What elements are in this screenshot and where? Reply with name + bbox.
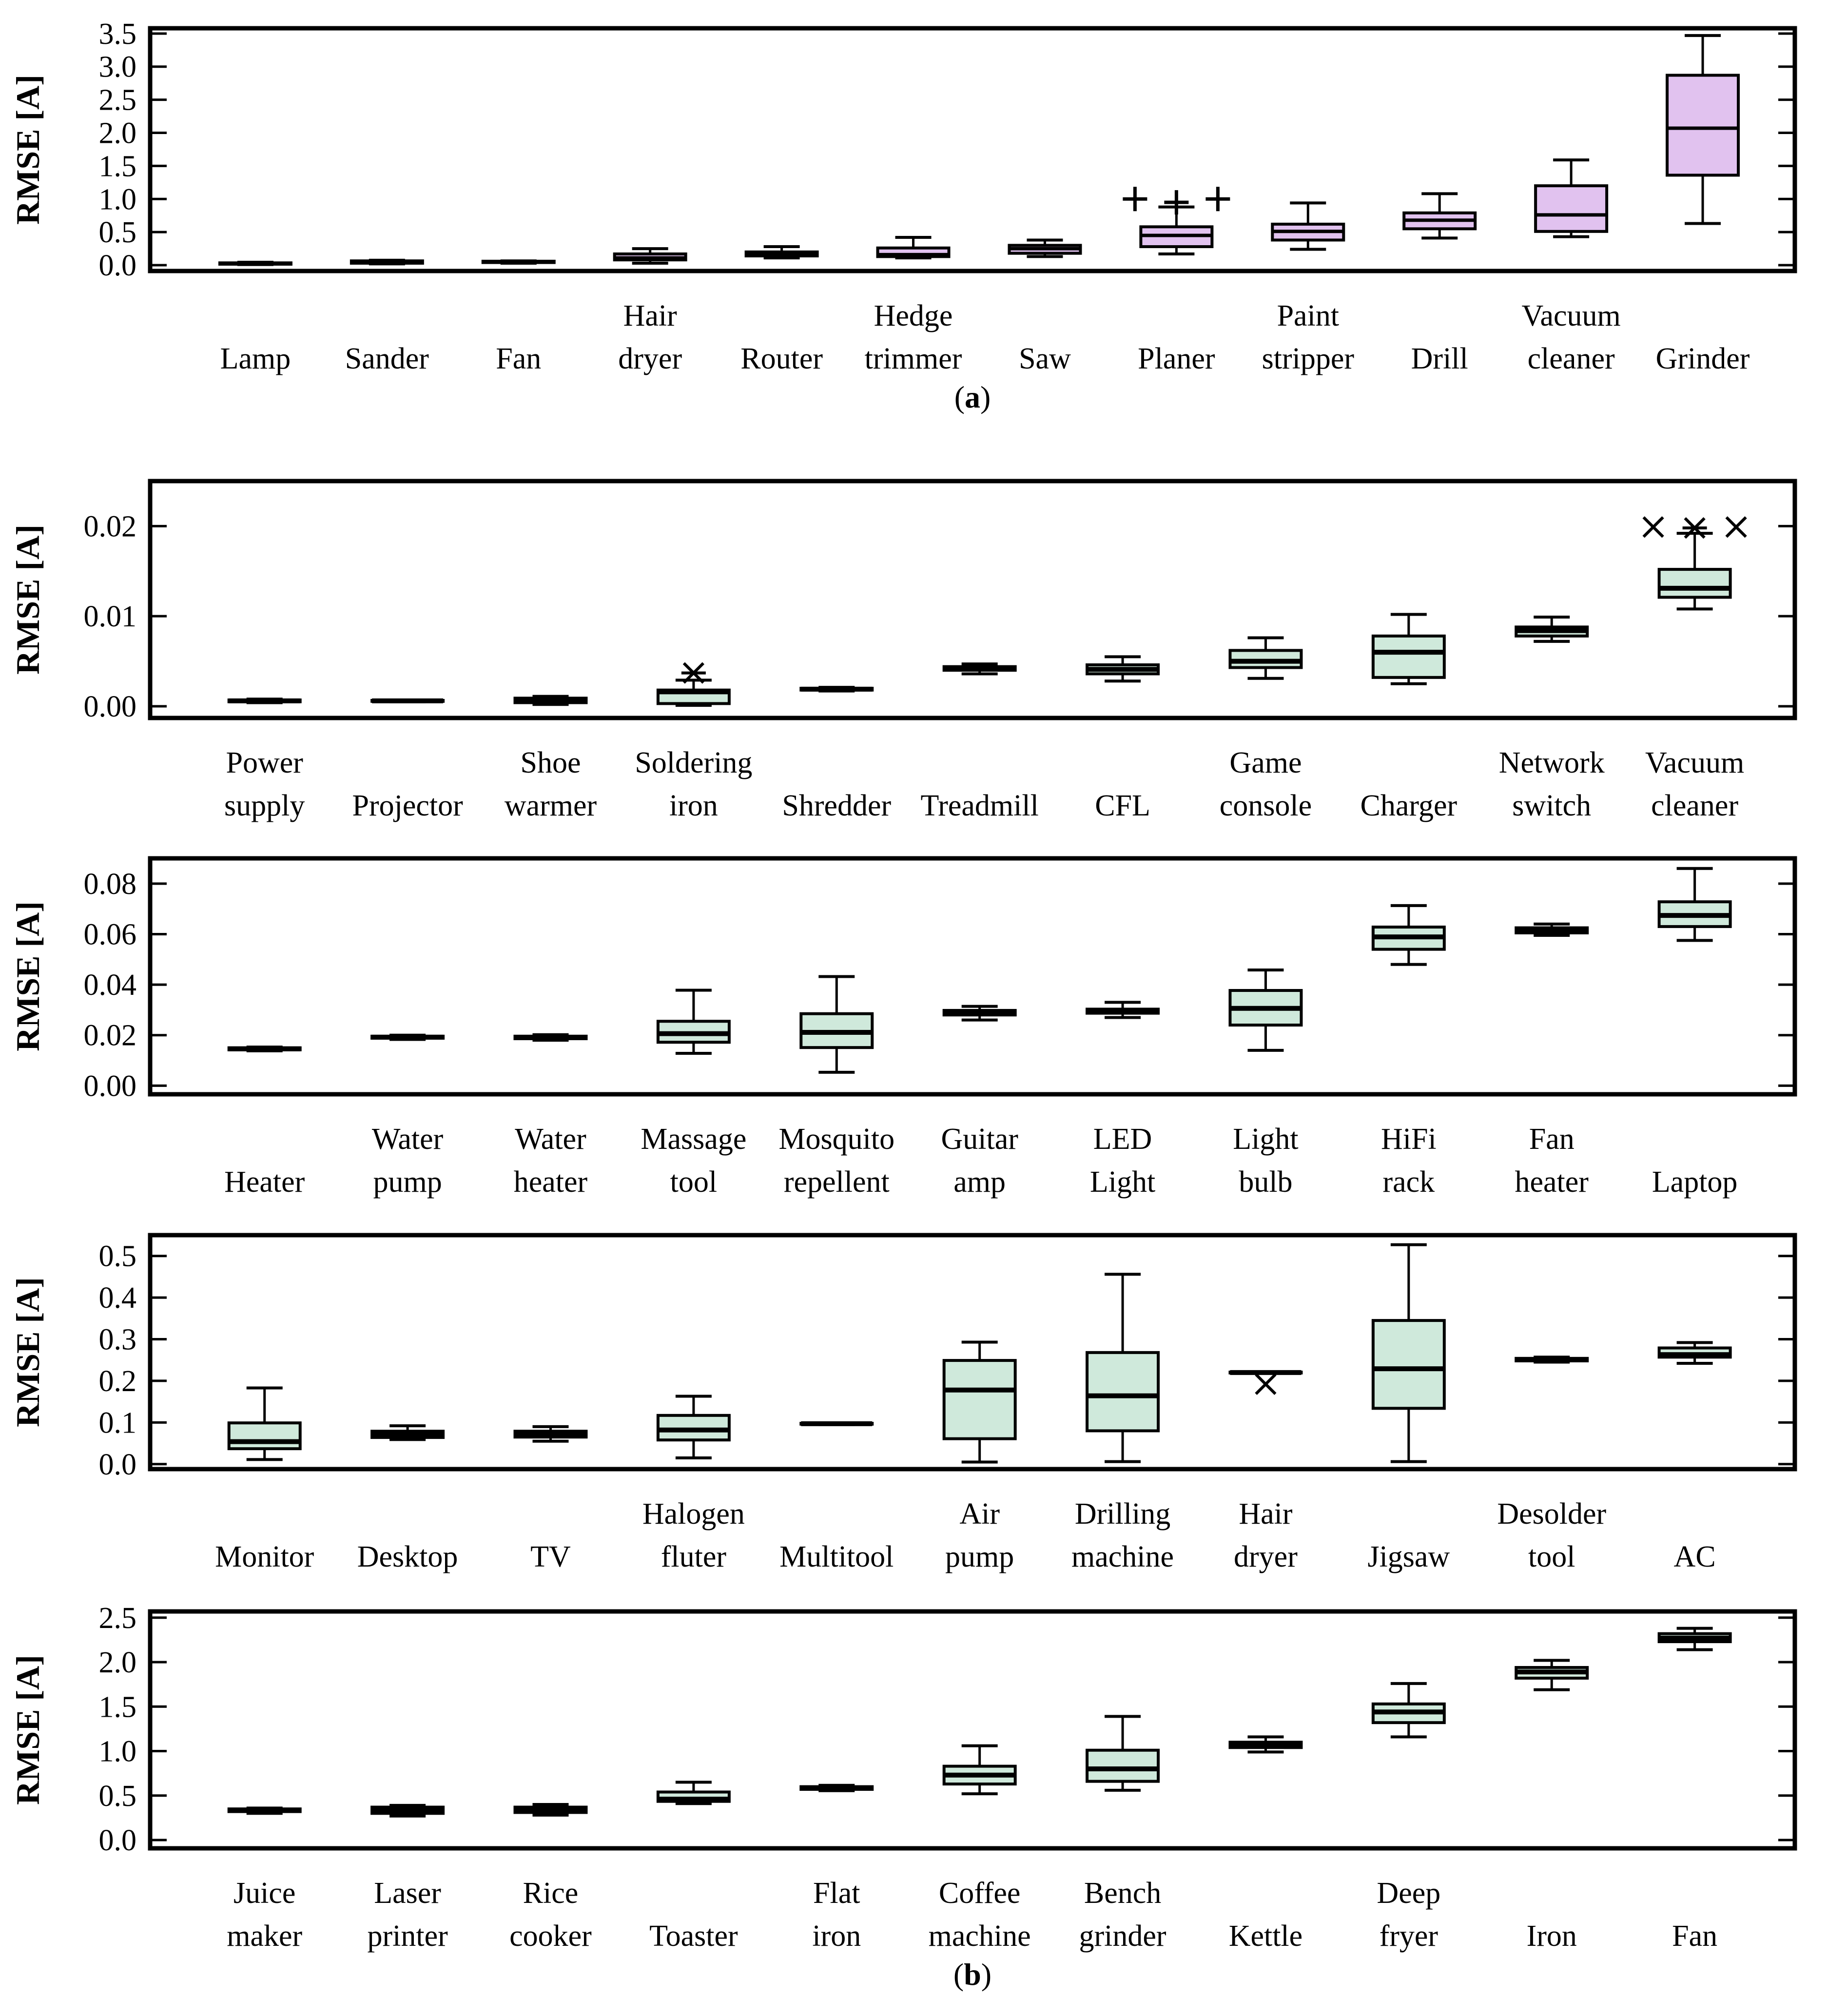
box-hair-dryer [615,249,686,263]
iqr-box [1373,1320,1444,1408]
y-tick-label: 0.5 [98,1240,136,1273]
y-tick-label: 0.0 [98,249,136,283]
box-charger [1373,614,1444,683]
y-tick-label: 0.02 [83,1019,136,1052]
x-category-label: Network switch [1498,746,1605,822]
box-laser-printer [372,1805,443,1816]
x-category-label: Desolder tool [1497,1497,1607,1573]
y-tick-label: 1.5 [98,1690,136,1724]
outlier-plus-marker [1123,187,1147,211]
y-tick-label: 0.02 [83,510,136,543]
x-category-label: Power supply [224,746,305,822]
panel-b2 [9,858,1795,1199]
box-light-bulb [1230,970,1301,1050]
box-drill [1404,194,1475,238]
y-tick-label: 0.0 [98,1448,136,1481]
x-category-label: Drilling machine [1071,1497,1174,1573]
x-category-label: Rice cooker [509,1877,592,1953]
x-category-label: Jigsaw [1367,1540,1450,1573]
x-category-label: Treadmill [920,789,1039,822]
box-deep-fryer [1373,1684,1444,1737]
y-tick-label: 2.5 [98,1601,136,1635]
box-juice-maker [229,1808,300,1813]
box-fan [483,261,554,263]
y-tick-label: 0.4 [98,1281,136,1315]
box-hair-dryer [1230,1372,1301,1394]
box-cfl [1087,657,1158,681]
y-tick-label: 3.0 [98,50,136,84]
x-category-label: Saw [1019,342,1071,375]
box-router [746,247,817,258]
box-coffee-machine [944,1746,1015,1794]
x-category-label: Toaster [649,1919,738,1953]
box-bench-grinder [1087,1716,1158,1790]
y-tick-label: 0.08 [83,867,136,901]
x-category-label: CFL [1095,789,1150,822]
box-treadmill [944,664,1015,674]
box-lamp [220,262,291,265]
box-fan [1659,1628,1730,1650]
y-tick-label: 0.2 [98,1364,136,1398]
x-category-label: Light bulb [1233,1123,1299,1199]
outlier-x-marker [1644,517,1663,537]
x-category-label: Multitool [779,1540,894,1573]
iqr-box [1659,569,1730,597]
x-category-label: Grinder [1655,342,1750,375]
y-tick-label: 0.5 [98,216,136,250]
y-tick-label: 0.01 [83,600,136,634]
x-category-label: Air pump [945,1497,1014,1573]
x-category-label: LED Light [1089,1123,1156,1199]
x-category-label: AC [1673,1540,1716,1573]
x-category-label: Fan heater [1515,1123,1589,1199]
y-tick-label: 0.1 [98,1406,136,1440]
box-drilling-machine [1087,1274,1158,1461]
y-tick-label: 0.04 [83,969,136,1002]
box-desolder-tool [1516,1357,1587,1362]
x-category-label: Paint stripper [1262,299,1354,375]
box-jigsaw [1373,1245,1444,1462]
box-ac [1659,1342,1730,1363]
x-category-label: Flat iron [812,1877,861,1953]
x-category-label: Fan [496,342,542,375]
y-tick-label: 0.3 [98,1323,136,1357]
box-hedge-trimmer [878,237,949,258]
x-category-label: Vacuum cleaner [1521,299,1621,375]
box-shredder [801,687,872,691]
x-category-label: Coffee machine [928,1877,1031,1953]
box-power-supply [229,699,300,702]
iqr-box [944,1360,1015,1439]
box-toaster [658,1782,729,1803]
x-category-label: Shredder [782,789,892,822]
box-fan-heater [1516,924,1587,935]
caption-a: (a) [954,380,991,414]
box-grinder [1667,36,1738,224]
y-tick-label: 0.5 [98,1779,136,1813]
y-tick-label: 0.00 [83,690,136,723]
box-water-heater [515,1035,586,1040]
y-tick-label: 1.0 [98,1735,136,1768]
box-halogen-fluter [658,1396,729,1458]
y-axis-label: RMSE [A] [9,901,46,1051]
panel-b1 [9,481,1795,822]
box-iron [1516,1660,1587,1689]
y-axis-label: RMSE [A] [9,524,46,675]
iqr-box [1087,1353,1158,1431]
x-category-label: Projector [352,789,463,822]
box-network-switch [1516,617,1587,641]
box-hifi-rack [1373,906,1444,965]
box-monitor [229,1388,300,1459]
y-tick-label: 3.5 [98,17,136,51]
y-tick-label: 2.5 [98,83,136,117]
box-paint-stripper [1272,203,1343,249]
x-category-label: Massage tool [641,1123,747,1199]
outlier-x-marker [1256,1375,1275,1394]
x-category-label: Hair dryer [1234,1497,1298,1573]
box-heater [229,1047,300,1051]
box-saw [1009,240,1080,256]
box-massage-tool [658,990,729,1054]
x-category-label: Hair dryer [618,299,682,375]
x-category-label: Game console [1219,746,1312,822]
x-category-label: Vacuum cleaner [1645,746,1745,822]
box-tv [515,1427,586,1441]
box-game-console [1230,638,1301,678]
y-axis-label: RMSE [A] [9,1277,46,1427]
x-category-label: Mosquito repellent [778,1123,895,1199]
outlier-x-marker [1727,517,1746,537]
x-category-label: Soldering iron [635,746,753,822]
x-category-label: Juice maker [227,1877,303,1953]
box-vacuum-cleaner [1644,517,1746,609]
box-laptop [1659,869,1730,941]
x-category-label: Drill [1411,342,1468,375]
x-category-label: Desktop [357,1540,458,1573]
box-vacuum-cleaner [1535,160,1607,236]
y-tick-label: 0.06 [83,918,136,951]
y-tick-label: 0.00 [83,1069,136,1103]
y-tick-label: 2.0 [98,116,136,150]
panel-a [9,18,1795,414]
x-category-label: Planer [1138,342,1215,375]
box-sander [351,260,423,264]
x-category-label: Charger [1360,789,1458,822]
box-flat-iron [801,1785,872,1791]
x-category-label: HiFi rack [1380,1123,1437,1199]
plot-border [150,28,1795,271]
x-category-label: Fan [1672,1919,1718,1953]
x-category-label: Deep fryer [1377,1877,1441,1953]
box-air-pump [944,1342,1015,1462]
x-category-label: Sander [345,342,429,375]
box-planer [1123,187,1230,254]
box-shoe-warmer [515,697,586,705]
iqr-box [1373,636,1444,678]
caption-b: (b) [953,1957,992,1992]
outlier-plus-marker [1205,187,1230,211]
x-category-label: Monitor [215,1540,314,1573]
y-tick-label: 0.0 [98,1824,136,1858]
x-category-label: Shoe warmer [504,746,597,822]
x-category-label: Hedge trimmer [864,299,962,375]
box-kettle [1230,1737,1301,1752]
iqr-box [229,1423,300,1449]
x-category-label: Guitar amp [941,1123,1018,1199]
box-desktop [372,1426,443,1439]
x-category-label: Bench grinder [1079,1877,1166,1953]
box-rice-cooker [515,1804,586,1815]
box-guitar-amp [944,1007,1015,1020]
x-category-label: Laptop [1652,1165,1738,1199]
y-tick-label: 2.0 [98,1646,136,1680]
y-axis-label: RMSE [A] [9,75,46,225]
panel-b4 [9,1602,1795,1992]
plot-border [150,481,1795,718]
box-led-light [1087,1002,1158,1017]
box-projector [372,700,443,702]
box-water-pump [372,1035,443,1040]
x-category-label: Iron [1526,1919,1577,1953]
x-category-label: Water pump [371,1123,444,1199]
x-category-label: Heater [224,1165,305,1199]
y-tick-label: 1.0 [98,183,136,216]
box-soldering-iron [658,663,729,706]
x-category-label: Kettle [1228,1919,1303,1953]
box-mosquito-repellent [801,977,872,1072]
x-category-label: TV [530,1540,571,1573]
iqr-box [1535,186,1607,232]
x-category-label: Laser printer [367,1877,448,1953]
x-category-label: Lamp [220,342,291,375]
iqr-box [1667,75,1738,175]
plot-border [150,858,1795,1094]
iqr-box [1087,1750,1158,1782]
x-category-label: Router [740,342,823,375]
x-category-label: Halogen fluter [642,1497,745,1573]
y-axis-label: RMSE [A] [9,1655,46,1805]
y-tick-label: 1.5 [98,150,136,183]
panel-b3 [9,1235,1795,1573]
outlier-plus-marker [1164,190,1188,214]
box-multitool [801,1423,872,1424]
x-category-label: Water heater [513,1123,588,1199]
